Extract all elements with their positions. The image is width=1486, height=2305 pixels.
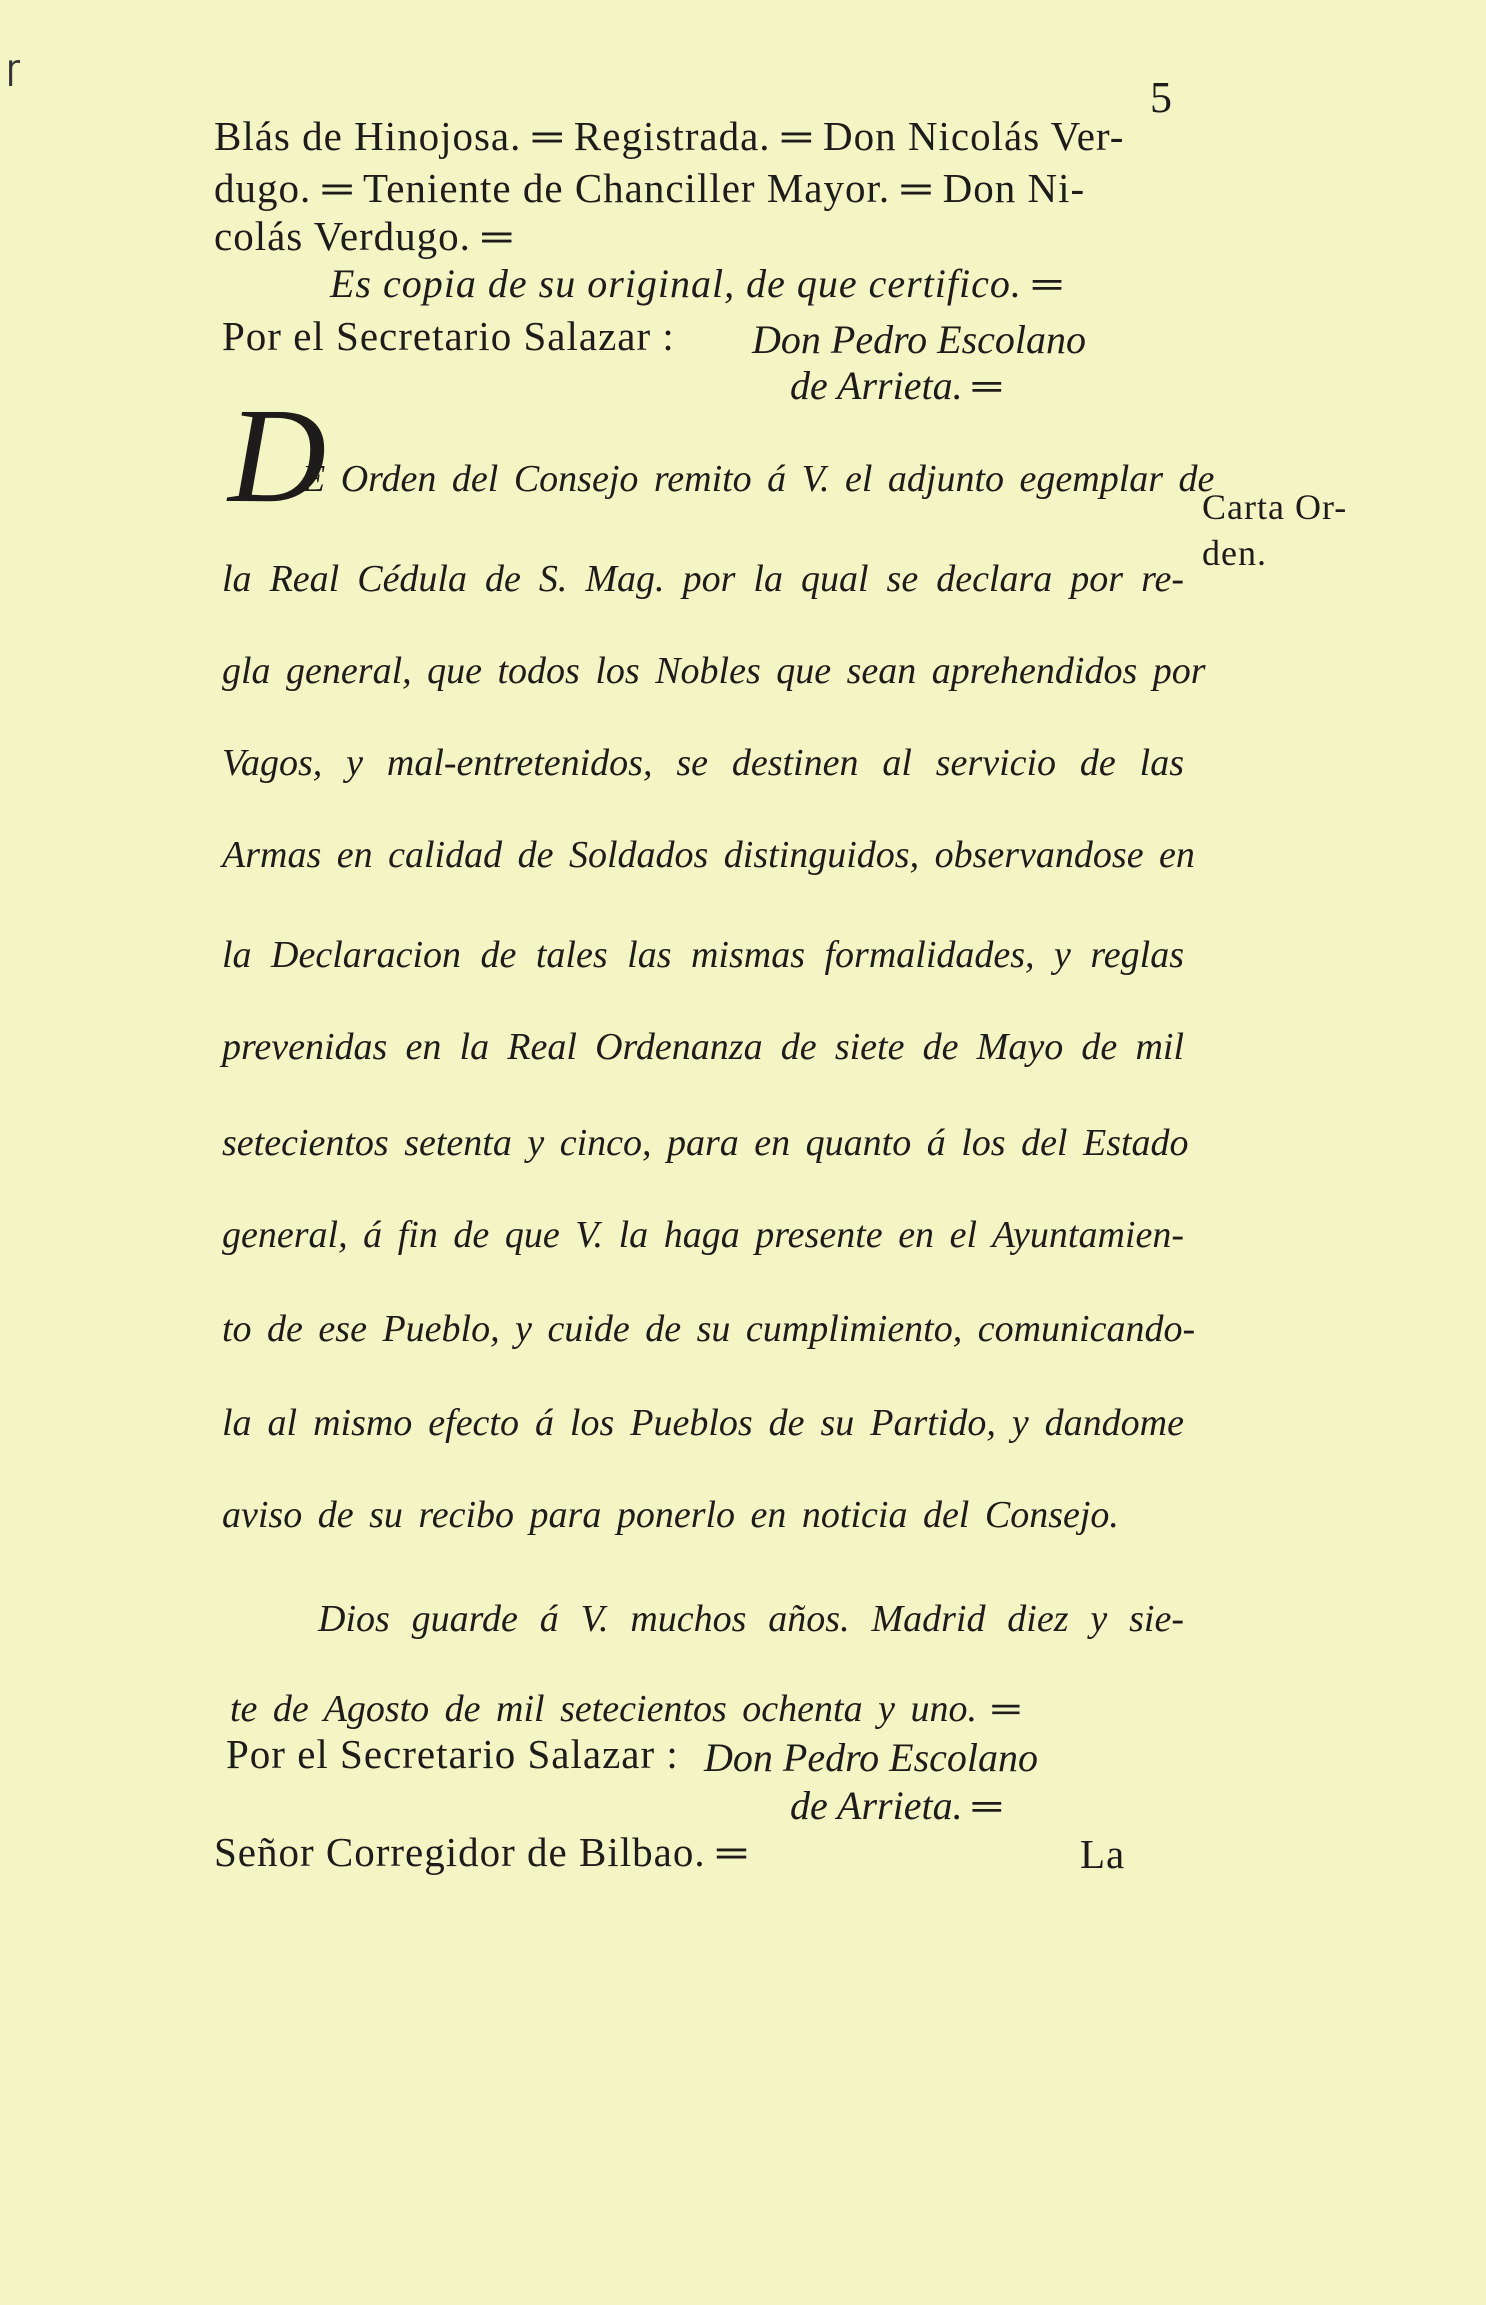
header-line-1: Blás de Hinojosa. ═ Registrada. ═ Don Nicolás Ver-: [214, 113, 1125, 159]
body-line-10: to de ese Pueblo, y cuide de su cumplimiento, comunicando-: [222, 1308, 1196, 1350]
signature-1-name-line-2: de Arrieta. ═: [790, 363, 1001, 408]
body-line-2: la Real Cédula de S. Mag. por la qual se declara por re-: [222, 558, 1184, 600]
body-line-6: la Declaracion de tales las mismas formalidades, y reglas: [222, 934, 1184, 976]
body-line-8: setecientos setenta y cinco, para en quanto á los del Estado: [222, 1122, 1189, 1164]
header-line-3: colás Verdugo. ═: [214, 213, 513, 259]
signature-2-name-line-1: Don Pedro Escolano: [704, 1735, 1039, 1780]
addressee-line: Señor Corregidor de Bilbao. ═: [214, 1829, 747, 1875]
header-line-2: dugo. ═ Teniente de Chanciller Mayor. ═ Don Ni-: [214, 165, 1086, 211]
body-line-3: gla general, que todos los Nobles que sean aprehendidos por: [222, 650, 1206, 692]
margin-note-line-1: Carta Or-: [1202, 487, 1348, 527]
signature-1-name-line-1: Don Pedro Escolano: [752, 317, 1087, 362]
body-line-11: la al mismo efecto á los Pueblos de su Partido, y dandome: [222, 1402, 1184, 1444]
signature-2-prefix: Por el Secretario Salazar :: [226, 1731, 679, 1777]
closing-line-1: Dios guarde á V. muchos años. Madrid diez y sie-: [318, 1598, 1184, 1640]
margin-note-line-2: den.: [1202, 533, 1267, 573]
signature-2-name-line-2: de Arrieta. ═: [790, 1783, 1001, 1828]
body-line-12: aviso de su recibo para ponerlo en noticia del Consejo.: [222, 1494, 1119, 1536]
body-line-4: Vagos, y mal-entretenidos, se destinen al servicio de las: [222, 742, 1184, 784]
catchword: La: [1080, 1831, 1126, 1877]
closing-line-2: te de Agosto de mil setecientos ochenta y uno. ═: [230, 1688, 1020, 1730]
certification-line: Es copia de su original, de que certifico. ═: [330, 261, 1063, 306]
body-line-9: general, á fin de que V. la haga presente en el Ayuntamien-: [222, 1214, 1184, 1256]
corner-mark: ɼ: [6, 48, 20, 88]
signature-1-prefix: Por el Secretario Salazar :: [222, 313, 675, 359]
body-line-5: Armas en calidad de Soldados distinguidos, observandose en: [222, 834, 1195, 876]
drop-cap: D: [228, 381, 327, 531]
body-line-1: E Orden del Consejo remito á V. el adjunto egemplar de: [302, 458, 1215, 500]
page-number: 5: [1150, 73, 1172, 122]
body-line-7: prevenidas en la Real Ordenanza de siete de Mayo de mil: [222, 1026, 1184, 1068]
